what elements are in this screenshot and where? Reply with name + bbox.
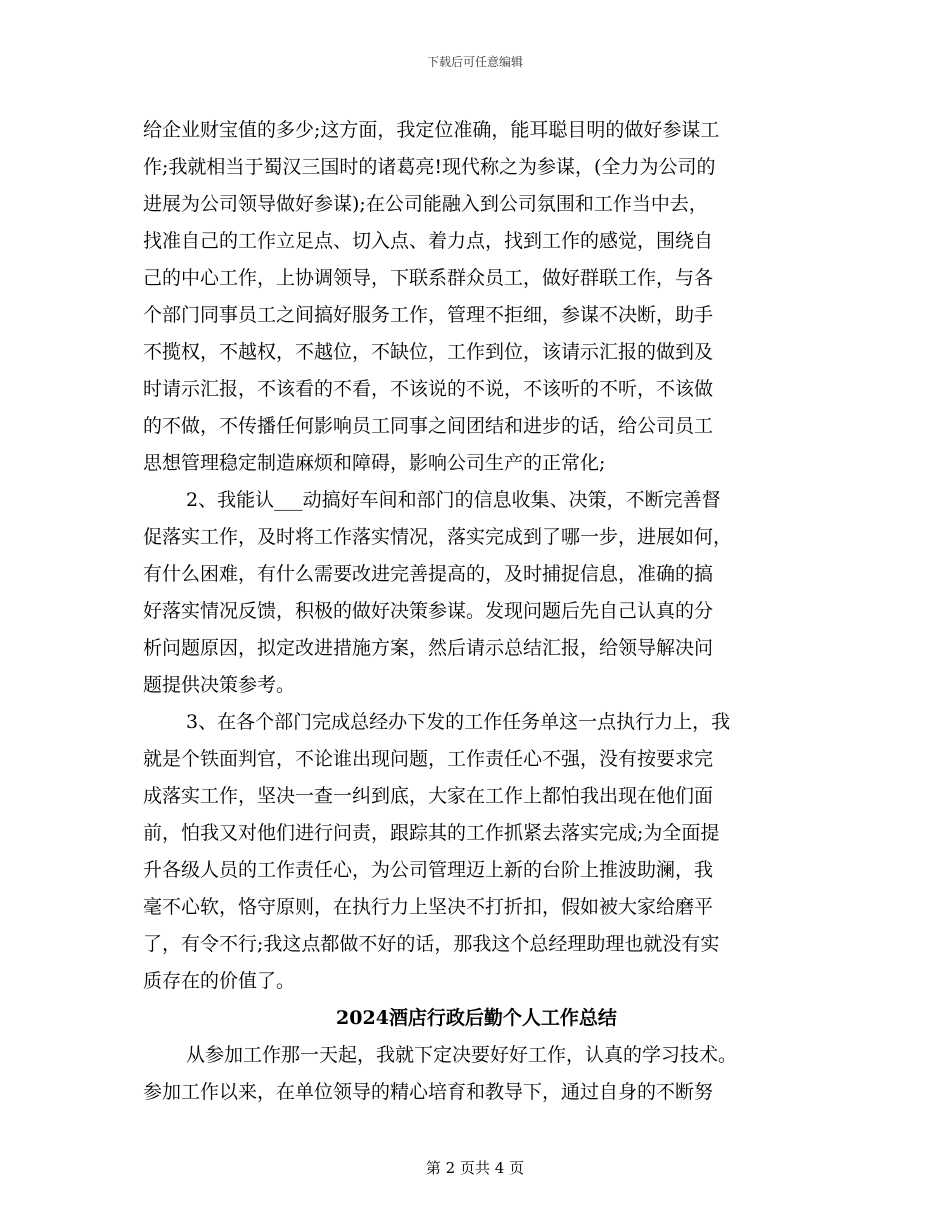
text-line: 找准自己的工作立足点、切入点、着力点，找到工作的感觉，围绕自	[143, 230, 714, 252]
text-line: 析问题原因，拟定改进措施方案，然后请示总结汇报，给领导解决问	[143, 637, 714, 659]
text-line: 就是个铁面判官，不论谁出现问题，工作责任心不强，没有按要求完	[143, 748, 714, 770]
text-line: 的不做，不传播任何影响员工同事之间团结和进步的话，给公司员工	[143, 415, 714, 437]
text-line: 有什么困难，有什么需要改进完善提高的，及时捕捉信息，准确的搞	[143, 563, 714, 585]
text-line: 升各级人员的工作责任心，为公司管理迈上新的台阶上推波助澜，我	[143, 859, 714, 881]
text-line: 了，有令不行;我这点都做不好的话，那我这个总经理助理也就没有实	[143, 933, 720, 955]
text-line: 己的中心工作，上协调领导，下联系群众员工，做好群联工作，与各	[143, 267, 714, 289]
text-line: 不揽权，不越权，不越位，不缺位，工作到位，该请示汇报的做到及	[143, 341, 714, 363]
page-footer: 第 2 页共 4 页	[425, 1159, 525, 1177]
text-line: 给企业财宝值的多少;这方面，我定位准确，能耳聪目明的做好参谋工	[143, 119, 720, 141]
section-title: 2024酒店行政后勤个人工作总结	[336, 1007, 617, 1029]
text-line: 毫不心软，恪守原则，在执行力上坚决不打折扣，假如被大家给磨平	[143, 896, 714, 918]
text-line: 3、在各个部门完成总经办下发的工作任务单这一点执行力上，我	[186, 711, 731, 733]
text-line: 前，怕我又对他们进行问责，跟踪其的工作抓紧去落实完成;为全面提	[143, 822, 720, 844]
text-line: 好落实情况反馈，积极的做好决策参谋。发现问题后先自己认真的分	[143, 600, 714, 622]
text-line: 参加工作以来，在单位领导的精心培育和教导下，通过自身的不断努	[143, 1081, 714, 1103]
text-line: 从参加工作那一天起，我就下定决要好好工作，认真的学习技术。	[186, 1044, 738, 1066]
text-line: 作;我就相当于蜀汉三国时的诸葛亮!现代称之为参谋，(全力为公司的	[143, 156, 716, 178]
text-line: 成落实工作，坚决一查一纠到底，大家在工作上都怕我出现在他们面	[143, 785, 714, 807]
page-header: 下载后可任意编辑	[426, 55, 523, 69]
text-line: 2、我能认___动搞好车间和部门的信息收集、决策，不断完善督	[186, 489, 721, 511]
text-line: 时请示汇报，不该看的不看，不该说的不说，不该听的不听，不该做	[143, 378, 714, 400]
text-line: 思想管理稳定制造麻烦和障碍，影响公司生产的正常化;	[143, 452, 606, 474]
text-line: 促落实工作，及时将工作落实情况，落实完成到了哪一步，进展如何，	[143, 526, 733, 548]
text-line: 个部门同事员工之间搞好服务工作，管理不拒细，参谋不决断，助手	[143, 304, 714, 326]
text-line: 进展为公司领导做好参谋);在公司能融入到公司氛围和工作当中去，	[143, 193, 708, 215]
text-line: 质存在的价值了。	[143, 970, 296, 992]
document-body	[143, 112, 810, 1111]
text-line: 题提供决策参考。	[143, 674, 296, 696]
